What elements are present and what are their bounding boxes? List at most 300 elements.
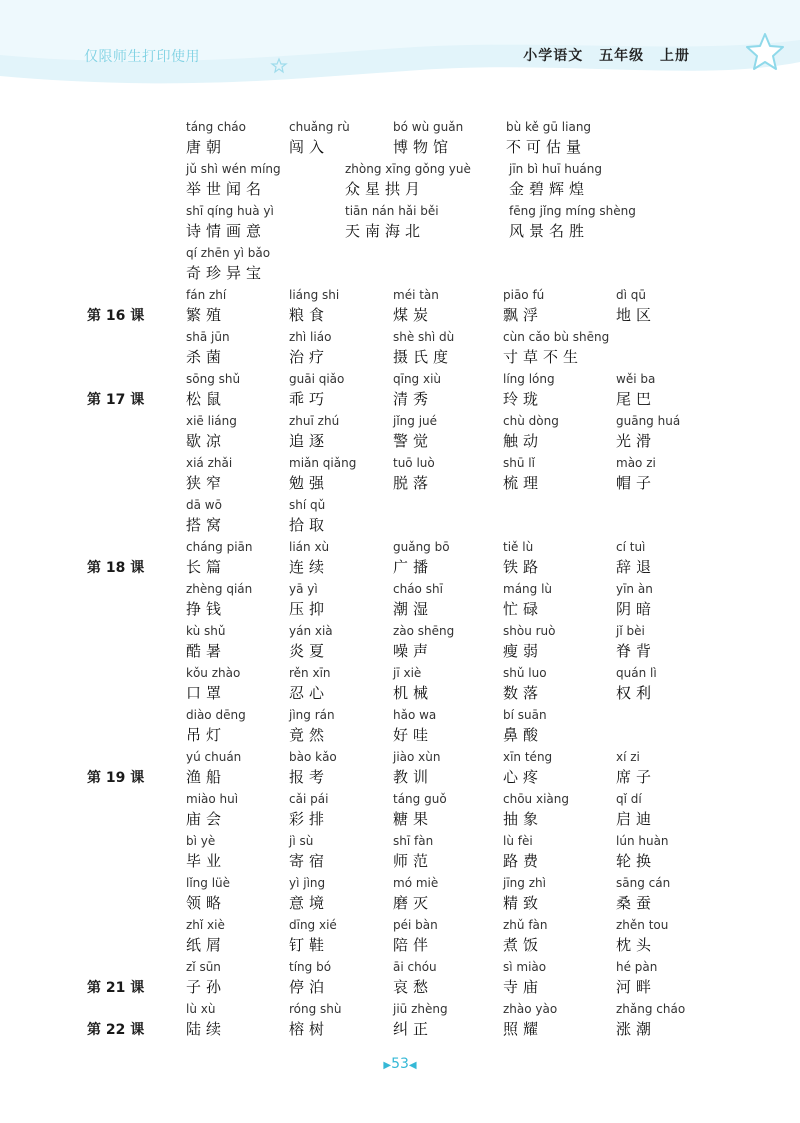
word-row (0, 622, 800, 664)
vocab-word (616, 790, 656, 829)
pinyin: jīng zhì (503, 876, 546, 890)
vocab-word (393, 328, 454, 367)
vocab-word (503, 328, 609, 367)
lesson-label: 第 19 课 (87, 770, 145, 786)
hanzi: 警觉 (393, 432, 434, 450)
pinyin: dīng xié (289, 918, 337, 932)
hanzi: 潮湿 (393, 600, 434, 618)
vocab-word (186, 664, 240, 703)
vocab-word (186, 454, 232, 493)
vocab-word (509, 160, 602, 199)
word-row (0, 328, 800, 370)
hanzi: 心疼 (503, 768, 544, 786)
pinyin: guǎng bō (393, 540, 450, 554)
hanzi: 煤炭 (393, 306, 434, 324)
vocab-word (616, 748, 656, 787)
hanzi: 光滑 (616, 432, 657, 450)
hanzi: 忙碌 (503, 600, 544, 618)
pinyin: sāng cán (616, 876, 671, 890)
pinyin: zhǔ fàn (503, 918, 548, 932)
pinyin: jiū zhèng (393, 1002, 448, 1016)
hanzi: 席子 (616, 768, 657, 786)
vocab-word (393, 832, 433, 871)
vocab-word (393, 412, 437, 451)
vocab-word (616, 1000, 685, 1039)
vocab-word (289, 790, 329, 829)
hanzi: 唐朝 (186, 138, 227, 156)
vocab-word (393, 706, 436, 745)
hanzi: 纸屑 (186, 936, 227, 954)
vocab-word (393, 370, 441, 409)
vocab-word (289, 664, 331, 703)
word-row (0, 370, 800, 412)
hanzi: 庙会 (186, 810, 227, 828)
vocab-word (289, 580, 329, 619)
hanzi: 杀菌 (186, 348, 227, 366)
pinyin: yīn àn (616, 582, 653, 596)
pinyin: jǐ bèi (616, 624, 645, 638)
hanzi: 追逐 (289, 432, 330, 450)
vocab-word (186, 118, 246, 157)
hanzi: 报考 (289, 768, 330, 786)
vocab-word (186, 958, 226, 997)
vocab-word (503, 286, 544, 325)
vocab-word (616, 916, 668, 955)
lesson-label: 第 18 课 (87, 560, 145, 576)
pinyin: cùn cǎo bù shēng (503, 330, 610, 344)
hanzi: 照耀 (503, 1020, 544, 1038)
vocab-word (616, 832, 669, 871)
pinyin: dì qū (616, 288, 646, 302)
hanzi: 歇凉 (186, 432, 227, 450)
hanzi: 忍心 (289, 684, 330, 702)
hanzi: 治疗 (289, 348, 330, 366)
pinyin: jī xiè (393, 666, 422, 680)
pinyin: xiá zhǎi (186, 456, 233, 470)
pinyin: zhuī zhú (289, 414, 340, 428)
pinyin: cháo shī (393, 582, 443, 596)
vocab-word (616, 874, 670, 913)
vocab-word (503, 664, 547, 703)
pinyin: qīng xiù (393, 372, 442, 386)
hanzi: 煮饭 (503, 936, 544, 954)
vocab-word (503, 958, 546, 997)
vocab-word (289, 706, 335, 745)
vocab-word (186, 328, 230, 367)
pinyin: sì miào (503, 960, 547, 974)
pinyin: yā yì (289, 582, 318, 596)
hanzi: 乖巧 (289, 390, 330, 408)
hanzi: 师范 (393, 852, 434, 870)
vocab-word (289, 286, 339, 325)
hanzi: 口罩 (186, 684, 227, 702)
running-head: 小学语文 五年级 上册 (523, 48, 690, 64)
hanzi: 辞退 (616, 558, 657, 576)
pinyin: chù dòng (503, 414, 559, 428)
pinyin: zào shēng (393, 624, 455, 638)
word-row (0, 202, 800, 244)
pinyin: sōng shǔ (186, 372, 241, 386)
hanzi: 路费 (503, 852, 544, 870)
pinyin: quán lì (616, 666, 657, 680)
pinyin: shā jūn (186, 330, 230, 344)
vocab-word (393, 748, 441, 787)
vocab-word (186, 706, 246, 745)
pinyin: xí zi (616, 750, 640, 764)
hanzi: 脊背 (616, 642, 657, 660)
vocab-word (289, 622, 333, 661)
pinyin: zhǎng cháo (616, 1002, 686, 1016)
vocab-word (503, 874, 546, 913)
vocab-word (186, 496, 226, 535)
pinyin: shí qǔ (289, 498, 326, 512)
lesson-label: 第 17 课 (87, 392, 145, 408)
word-row (0, 916, 800, 958)
hanzi: 闯入 (289, 138, 330, 156)
word-row (0, 286, 800, 328)
hanzi: 机械 (393, 684, 434, 702)
pinyin: mó miè (393, 876, 439, 890)
word-row (0, 538, 800, 580)
lesson-label: 第 22 课 (87, 1022, 145, 1038)
vocab-word (289, 874, 329, 913)
hanzi: 精致 (503, 894, 544, 912)
hanzi: 数落 (503, 684, 544, 702)
hanzi: 连续 (289, 558, 330, 576)
hanzi: 糖果 (393, 810, 434, 828)
hanzi: 领略 (186, 894, 227, 912)
pinyin: tiān nán hǎi běi (345, 204, 439, 218)
hanzi: 众星拱月 (345, 180, 426, 198)
word-row (0, 118, 800, 160)
vocab-word (393, 664, 433, 703)
vocab-word (186, 244, 270, 283)
vocab-word (186, 832, 226, 871)
hanzi: 挣钱 (186, 600, 227, 618)
pinyin: cǎi pái (289, 792, 329, 806)
pinyin: lǐng lüè (186, 876, 231, 890)
vocab-word (503, 706, 547, 745)
pinyin: yú chuán (186, 750, 242, 764)
hanzi: 权利 (616, 684, 657, 702)
vocab-word (289, 958, 331, 997)
vocab-word (393, 790, 447, 829)
vocab-word (503, 538, 543, 577)
pinyin: shī qíng huà yì (186, 204, 274, 218)
vocab-word (186, 874, 230, 913)
hanzi: 毕业 (186, 852, 227, 870)
pinyin: bí suān (503, 708, 547, 722)
vocab-word (186, 370, 240, 409)
pinyin: dā wō (186, 498, 222, 512)
word-row (0, 412, 800, 454)
vocab-word (616, 580, 656, 619)
hanzi: 寸草不生 (503, 348, 584, 366)
vocab-word (503, 832, 543, 871)
vocab-word (289, 328, 331, 367)
pinyin: jì sù (289, 834, 314, 848)
pinyin: shū lǐ (503, 456, 535, 470)
pinyin: wěi ba (616, 372, 656, 386)
page-number: ▶53◀ (383, 1056, 417, 1072)
hanzi: 天南海北 (345, 222, 426, 240)
vocab-word (393, 286, 439, 325)
vocab-word (393, 580, 443, 619)
word-row (0, 664, 800, 706)
hanzi: 广播 (393, 558, 434, 576)
pinyin: zhòng xīng gǒng yuè (345, 162, 471, 176)
pinyin: zhèng qián (186, 582, 253, 596)
vocab-word (393, 874, 438, 913)
hanzi: 玲珑 (503, 390, 544, 408)
word-row (0, 958, 800, 1000)
vocab-word (393, 118, 463, 157)
vocab-word (616, 664, 657, 703)
vocab-word (289, 118, 350, 157)
pinyin: lún huàn (616, 834, 669, 848)
pinyin: mào zi (616, 456, 656, 470)
hanzi: 抽象 (503, 810, 544, 828)
vocab-word (616, 412, 680, 451)
pinyin: rěn xīn (289, 666, 331, 680)
pinyin: guāng huá (616, 414, 681, 428)
pinyin: jiào xùn (393, 750, 441, 764)
vocab-word (503, 454, 543, 493)
hanzi: 梳理 (503, 474, 544, 492)
lesson-label: 第 21 课 (87, 980, 145, 996)
hanzi: 启迪 (616, 810, 657, 828)
hanzi: 竟然 (289, 726, 330, 744)
vocab-word (503, 790, 569, 829)
vocab-word (393, 1000, 448, 1039)
vocab-word (186, 580, 252, 619)
vocab-word (186, 286, 226, 325)
hanzi: 吊灯 (186, 726, 227, 744)
pinyin: táng cháo (186, 120, 246, 134)
word-row (0, 790, 800, 832)
word-row (0, 160, 800, 202)
hanzi: 河畔 (616, 978, 657, 996)
hanzi: 铁路 (503, 558, 544, 576)
hanzi: 松鼠 (186, 390, 227, 408)
pinyin: chōu xiàng (503, 792, 569, 806)
vocab-word (393, 958, 437, 997)
vocab-word (393, 916, 438, 955)
hanzi: 繁殖 (186, 306, 227, 324)
pinyin: cí tuì (616, 540, 646, 554)
vocab-word (289, 412, 339, 451)
vocab-word (186, 1000, 226, 1039)
hanzi: 彩排 (289, 810, 330, 828)
word-row (0, 580, 800, 622)
hanzi: 好哇 (393, 726, 434, 744)
pinyin: shī fàn (393, 834, 434, 848)
pinyin: jìng rán (289, 708, 335, 722)
hanzi: 噪声 (393, 642, 434, 660)
hanzi: 搭窝 (186, 516, 227, 534)
vocab-word (503, 1000, 557, 1039)
pinyin: qí zhēn yì bǎo (186, 246, 271, 260)
hanzi: 清秀 (393, 390, 434, 408)
hanzi: 陪伴 (393, 936, 434, 954)
pinyin: fán zhí (186, 288, 227, 302)
hanzi: 脱落 (393, 474, 434, 492)
hanzi: 渔船 (186, 768, 227, 786)
vocab-word (616, 538, 656, 577)
pinyin: hǎo wa (393, 708, 437, 722)
hanzi: 陆续 (186, 1020, 227, 1038)
pinyin: cháng piān (186, 540, 253, 554)
pinyin: tíng bó (289, 960, 332, 974)
pinyin: hé pàn (616, 960, 658, 974)
pinyin: guāi qiǎo (289, 372, 345, 386)
pinyin: kù shǔ (186, 624, 226, 638)
pinyin: lián xù (289, 540, 330, 554)
vocab-word (503, 622, 556, 661)
vocab-word (503, 370, 555, 409)
pinyin: tiě lù (503, 540, 534, 554)
hanzi: 瘦弱 (503, 642, 544, 660)
word-row (0, 832, 800, 874)
pinyin: chuǎng rù (289, 120, 350, 134)
hanzi: 飘浮 (503, 306, 544, 324)
vocab-word (289, 1000, 342, 1039)
hanzi: 酷暑 (186, 642, 227, 660)
hanzi: 拾取 (289, 516, 330, 534)
hanzi: 纠正 (393, 1020, 434, 1038)
pinyin: lù fèi (503, 834, 533, 848)
vocab-word (616, 454, 656, 493)
pinyin: diào dēng (186, 708, 246, 722)
pinyin: zhì liáo (289, 330, 332, 344)
pinyin: shè shì dù (393, 330, 455, 344)
hanzi: 钉鞋 (289, 936, 330, 954)
vocab-word (186, 412, 237, 451)
hanzi: 涨潮 (616, 1020, 657, 1038)
word-row (0, 454, 800, 496)
vocab-word (186, 622, 226, 661)
hanzi: 帽子 (616, 474, 657, 492)
pinyin: zhào yào (503, 1002, 558, 1016)
pinyin: zǐ sūn (186, 960, 221, 974)
hanzi: 长篇 (186, 558, 227, 576)
vocab-word (503, 412, 559, 451)
pinyin: jǐng jué (393, 414, 438, 428)
pinyin: qǐ dí (616, 792, 642, 806)
lesson-label: 第 16 课 (87, 308, 145, 324)
pinyin: róng shù (289, 1002, 342, 1016)
vocab-word (345, 202, 439, 241)
pinyin: shòu ruò (503, 624, 556, 638)
vocab-word (393, 622, 454, 661)
vocab-word (503, 916, 548, 955)
hanzi: 磨灭 (393, 894, 434, 912)
word-row (0, 874, 800, 916)
pinyin: yì jìng (289, 876, 326, 890)
pinyin: liáng shi (289, 288, 340, 302)
hanzi: 枕头 (616, 936, 657, 954)
pinyin: bù kě gū liang (506, 120, 592, 134)
hanzi: 摄氏度 (393, 348, 454, 366)
pinyin: bì yè (186, 834, 216, 848)
pinyin: péi bàn (393, 918, 438, 932)
hanzi: 哀愁 (393, 978, 434, 996)
vocab-word (186, 790, 238, 829)
pinyin: lù xù (186, 1002, 216, 1016)
vocab-word (289, 538, 329, 577)
hanzi: 停泊 (289, 978, 330, 996)
pinyin: jǔ shì wén míng (186, 162, 281, 176)
word-row (0, 496, 800, 538)
pinyin: miào huì (186, 792, 239, 806)
hanzi: 粮食 (289, 306, 330, 324)
hanzi: 教训 (393, 768, 434, 786)
pinyin: méi tàn (393, 288, 439, 302)
vocab-word (616, 286, 656, 325)
hanzi: 寄宿 (289, 852, 330, 870)
word-row (0, 244, 800, 286)
hanzi: 诗情画意 (186, 222, 267, 240)
pinyin: kǒu zhào (186, 666, 241, 680)
hanzi: 地区 (616, 306, 657, 324)
hanzi: 勉强 (289, 474, 330, 492)
hanzi: 触动 (503, 432, 544, 450)
hanzi: 举世闻名 (186, 180, 267, 198)
word-row (0, 706, 800, 748)
hanzi: 桑蚕 (616, 894, 657, 912)
vocab-word (186, 538, 253, 577)
pinyin: shǔ luo (503, 666, 547, 680)
right-ornament-icon: ◀ (408, 1060, 417, 1071)
hanzi: 寺庙 (503, 978, 544, 996)
vocab-word (289, 370, 344, 409)
word-row (0, 1000, 800, 1042)
vocab-word (289, 832, 329, 871)
pinyin: bó wù guǎn (393, 120, 464, 134)
pinyin: táng guǒ (393, 792, 447, 806)
vocab-word (393, 538, 450, 577)
vocab-word (616, 370, 656, 409)
hanzi: 意境 (289, 894, 330, 912)
hanzi: 奇珍异宝 (186, 264, 267, 282)
pinyin: xīn téng (503, 750, 553, 764)
pinyin: āi chóu (393, 960, 437, 974)
vocab-word (503, 580, 552, 619)
pinyin: líng lóng (503, 372, 555, 386)
hanzi: 狭窄 (186, 474, 227, 492)
hanzi: 阴暗 (616, 600, 657, 618)
pinyin: xiē liáng (186, 414, 237, 428)
pinyin: zhěn tou (616, 918, 669, 932)
hanzi: 轮换 (616, 852, 657, 870)
watermark-text: 仅限师生打印使用 (84, 49, 200, 65)
vocab-word (289, 496, 329, 535)
pinyin: tuō luò (393, 456, 435, 470)
vocab-word (616, 622, 656, 661)
vocab-word (503, 748, 552, 787)
vocab-word (186, 916, 226, 955)
vocab-word (289, 454, 356, 493)
vocab-word (506, 118, 591, 157)
vocab-word (186, 160, 281, 199)
vocab-word (616, 958, 657, 997)
vocab-word (186, 748, 241, 787)
vocab-word (509, 202, 636, 241)
pinyin: zhǐ xiè (186, 918, 225, 932)
hanzi: 风景名胜 (509, 222, 590, 240)
hanzi: 不可估量 (506, 138, 587, 156)
pinyin: fēng jǐng míng shèng (509, 204, 636, 218)
